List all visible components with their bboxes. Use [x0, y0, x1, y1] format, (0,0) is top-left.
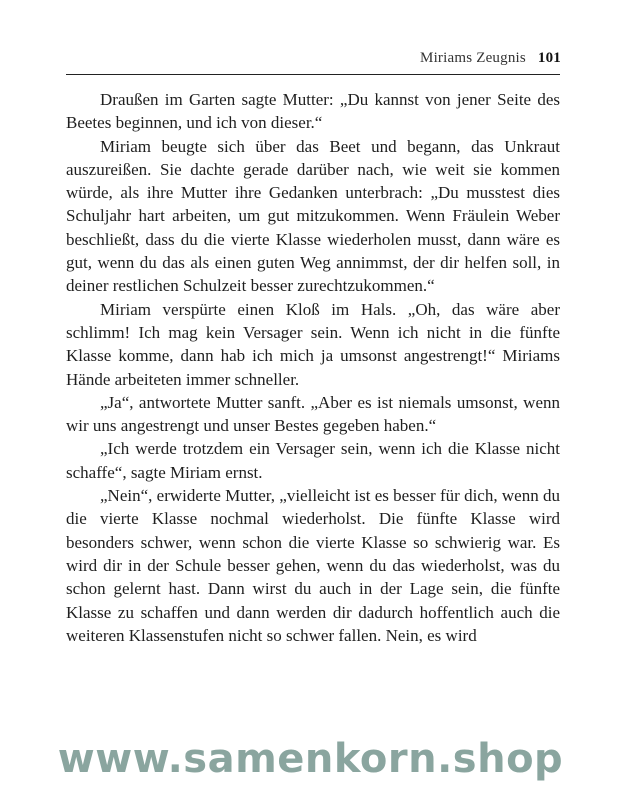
- paragraph-3: Miriam verspürte einen Kloß im Hals. „Oh, das wäre aber schlimm! Ich mag kein Versager sein. Wenn ich nicht in die fünfte Klasse komme, dann hab ich mich ja umsonst angestrengt!“ Miriams Hände arbeiteten immer schneller.: [66, 299, 560, 389]
- watermark-text: www.samenkorn.shop: [57, 736, 564, 782]
- paragraph-5: „Ich werde trotzdem ein Versager sein, wenn ich die Klasse nicht schaffe“, sagte Miriam ernst.: [66, 439, 560, 482]
- paragraph-6: „Nein“, erwiderte Mutter, „vielleicht ist es besser für dich, wenn du die vierte Klasse nochmal wiederholst. Die fünfte Klasse wird besonders schwer, wenn schon die vierte Klasse so schwierig war. Es wird dir in der Schule besser gehen, wenn du das wiederholst, was du schon gelernt hast. Dann wirst du auch in der Lage sein, die fünfte Klasse zu schaffen und dann werden dir dadurch hoffentlich auch die weiteren Klassenstufen nicht so schwer fallen. Nein, es wird: [66, 486, 560, 645]
- page-number: 101: [537, 50, 561, 66]
- paragraph-4: „Ja“, antwortete Mutter sanft. „Aber es ist niemals umsonst, wenn wir uns angestrengt und unser Bestes gegeben haben.“: [66, 392, 560, 436]
- running-header: [420, 50, 561, 67]
- paragraph-2: Miriam beugte sich über das Beet und begann, das Unkraut auszureißen. Sie dachte gerade darüber nach, wie weit sie kommen würde, als ihre Mutter ihre Gedanken unterbrach: „Du musstest dies Schuljahr hart arbeiten, um gut mitzukommen. Wenn Fräulein Weber beschließt, dass du die vierte Klasse wiederholen musst, dann wäre es gut, wenn du das als einen guten Weg annimmst, der dir helfen soll, in deiner restlichen Schulzeit besser zurechtzukommen.“: [66, 136, 560, 296]
- body-text: [66, 88, 560, 647]
- paragraph-1: Draußen im Garten sagte Mutter: „Du kannst von jener Seite des Beetes beginnen, und ich von dieser.“: [66, 90, 560, 133]
- watermark-logo: [0, 736, 621, 782]
- header-rule: [66, 74, 560, 75]
- chapter-title: Miriams Zeugnis: [420, 50, 526, 66]
